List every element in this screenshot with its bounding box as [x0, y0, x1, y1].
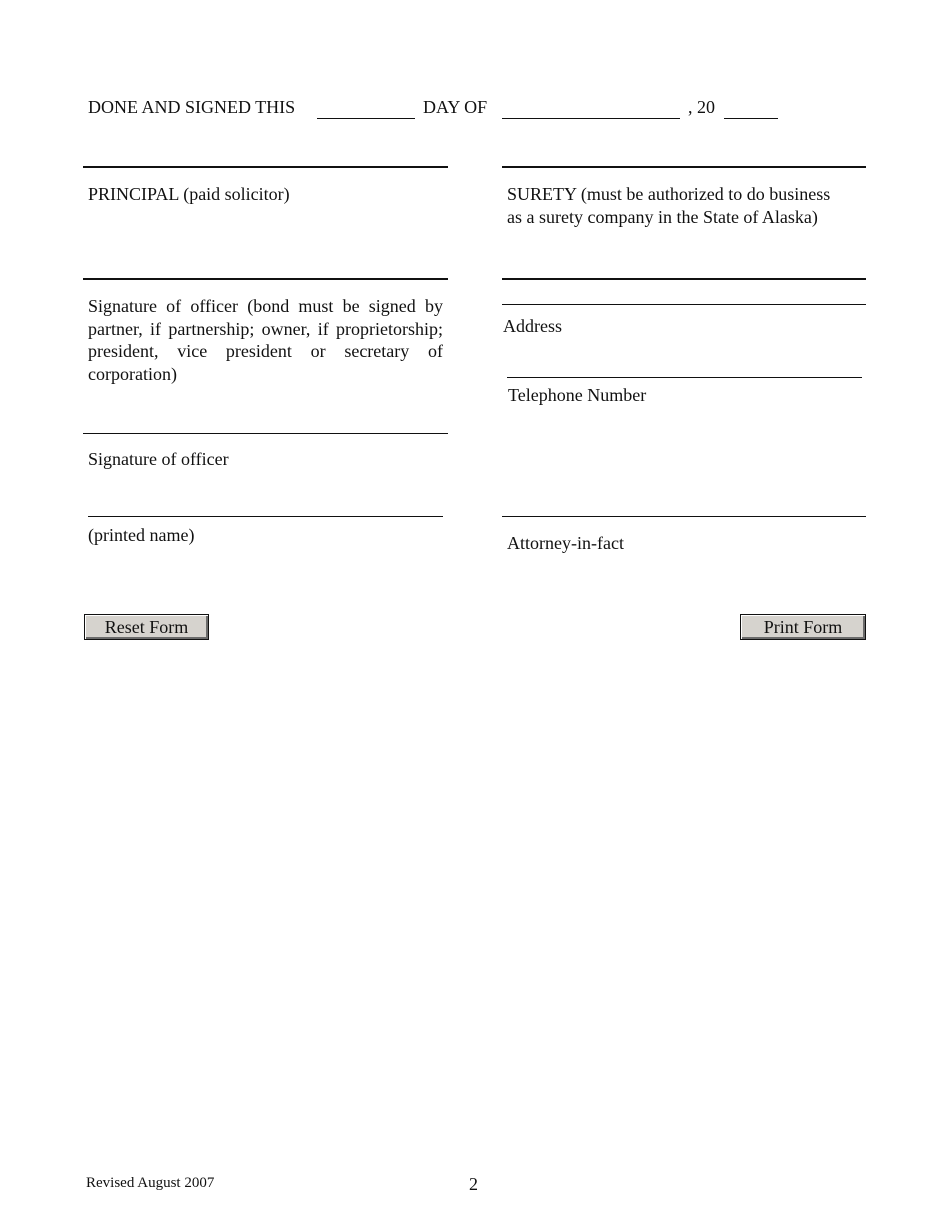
surety-label-line1: SURETY (must be authorized to do business	[507, 184, 831, 204]
reset-form-button[interactable]: Reset Form	[84, 614, 209, 640]
instruction-line: president, vice president or secretary of	[88, 341, 443, 361]
principal-label: PRINCIPAL (paid solicitor)	[88, 184, 290, 204]
address-label: Address	[503, 316, 562, 336]
address-line[interactable]	[502, 304, 866, 305]
surety-label-line2: as a surety company in the State of Alaska)	[507, 207, 818, 227]
second-signature-line[interactable]	[83, 433, 448, 434]
day-of-label: DAY OF	[423, 97, 488, 117]
principal-signature-line[interactable]	[83, 278, 448, 280]
telephone-label: Telephone Number	[508, 385, 647, 405]
month-blank-field[interactable]	[502, 118, 680, 119]
instruction-line: Signature of officer (bond must be signed by	[88, 296, 443, 316]
done-signed-label: DONE AND SIGNED THIS	[88, 97, 296, 117]
surety-name-line[interactable]	[502, 166, 866, 168]
year-blank-field[interactable]	[724, 118, 778, 119]
surety-signature-line[interactable]	[502, 278, 866, 280]
signature-officer-instructions	[88, 295, 443, 385]
attorney-label: Attorney-in-fact	[507, 533, 624, 553]
principal-name-line[interactable]	[83, 166, 448, 168]
print-form-button[interactable]: Print Form	[740, 614, 866, 640]
year-prefix-label: , 20	[688, 97, 715, 117]
revised-date: Revised August 2007	[86, 1175, 215, 1191]
instruction-line: corporation)	[88, 363, 177, 384]
second-signature-label: Signature of officer	[88, 449, 229, 469]
telephone-line[interactable]	[507, 377, 862, 378]
attorney-line[interactable]	[502, 516, 866, 517]
printed-name-label: (printed name)	[88, 525, 195, 545]
instruction-line: partner, if partnership; owner, if proprietorship;	[88, 318, 443, 339]
page-number: 2	[469, 1174, 478, 1194]
printed-name-line[interactable]	[88, 516, 443, 517]
day-blank-field[interactable]	[317, 118, 415, 119]
